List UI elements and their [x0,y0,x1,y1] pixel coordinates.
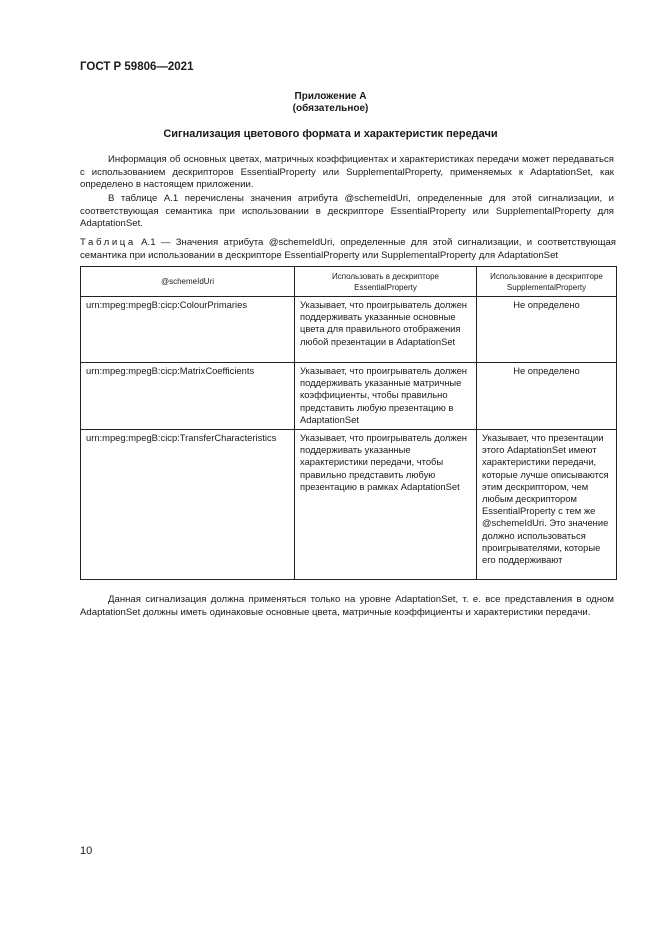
cell-essential: Указывает, что проигрыватель должен поддерживать указанные основные цвета для правильного отображения любой презентации в AdaptationSet [295,297,477,363]
cell-essential: Указывает, что проигрыватель должен поддерживать указанные характеристики передачи, чтобы правильно представить любую презентацию в рамках AdaptationSet [295,430,477,580]
annex-status: (обязательное) [292,103,369,114]
header-essential-property [295,267,477,297]
header-supplemental-property [477,267,617,297]
cell-supplemental: Указывает, что презентации этого AdaptationSet имеют характеристики передачи, которые лучше описываются этим дескриптором, чем любым дескриптором EssentialProperty с тем же @schemeIdUri. Это значение должно использоваться проигрывателями, которые его поддерживают [477,430,617,580]
table-row [81,363,617,430]
table-header-row [81,267,617,297]
page-number: 10 [80,845,93,857]
header-scheme-id-uri: @schemeIdUri [81,267,295,297]
cell-uri: urn:mpeg:mpegB:cicp:ColourPrimaries [81,297,295,363]
standard-header: ГОСТ Р 59806—2021 [80,61,194,73]
table-row [81,297,617,363]
paragraph-table-ref [80,193,614,231]
paragraph-table-ref-text: В таблице А.1 перечислены значения атрибута @schemeIdUri, определенные для этой сигнализации, и соответствующая семантика при использовании в дескрипторе EssentialProperty или SupplementalProperty для AdaptationSet. [80,193,614,230]
table-caption [80,237,616,262]
section-title: Сигнализация цветового формата и характеристик передачи [163,128,498,140]
cell-essential: Указывает, что проигрыватель должен поддерживать указанные матричные коэффициенты, чтобы правильно представить любую презентацию в AdaptationSet [295,363,477,430]
header-supplemental-line2: SupplementalProperty [506,282,587,292]
cell-uri: urn:mpeg:mpegB:cicp:TransferCharacteristics [81,430,295,580]
paragraph-closing [80,594,614,619]
header-essential-line1: Использовать в дескрипторе [332,271,439,281]
table-caption-label: Таблица [80,237,136,248]
cell-supplemental: Не определено [477,363,617,430]
paragraph-intro [80,154,614,192]
scheme-table [80,266,617,580]
cell-supplemental: Не определено [477,297,617,363]
paragraph-closing-text: Данная сигнализация должна применяться только на уровне AdaptationSet, т. е. все представления в одном AdaptationSet должны иметь одинаковые основные цвета, матричные коэффициенты и характеристики передачи. [80,594,614,618]
header-supplemental-line1: Использование в дескрипторе [490,271,603,281]
paragraph-intro-text: Информация об основных цветах, матричных коэффициентах и характеристиках передачи может передаваться с использованием дескрипторов EssentialProperty или SupplementalProperty, применяемых к AdaptationSet, как определено в настоящем приложении. [80,154,614,191]
table-row [81,430,617,580]
table-caption-text: А.1 — Значения атрибута @schemeIdUri, определенные для этой сигнализации, и соответствующая семантика при использовании в дескрипторе EssentialProperty или SupplementalProperty для AdaptationSet [80,237,616,261]
header-essential-line2: EssentialProperty [354,282,417,292]
annex-title: Приложение А [294,91,367,102]
cell-uri: urn:mpeg:mpegB:cicp:MatrixCoefficients [81,363,295,430]
